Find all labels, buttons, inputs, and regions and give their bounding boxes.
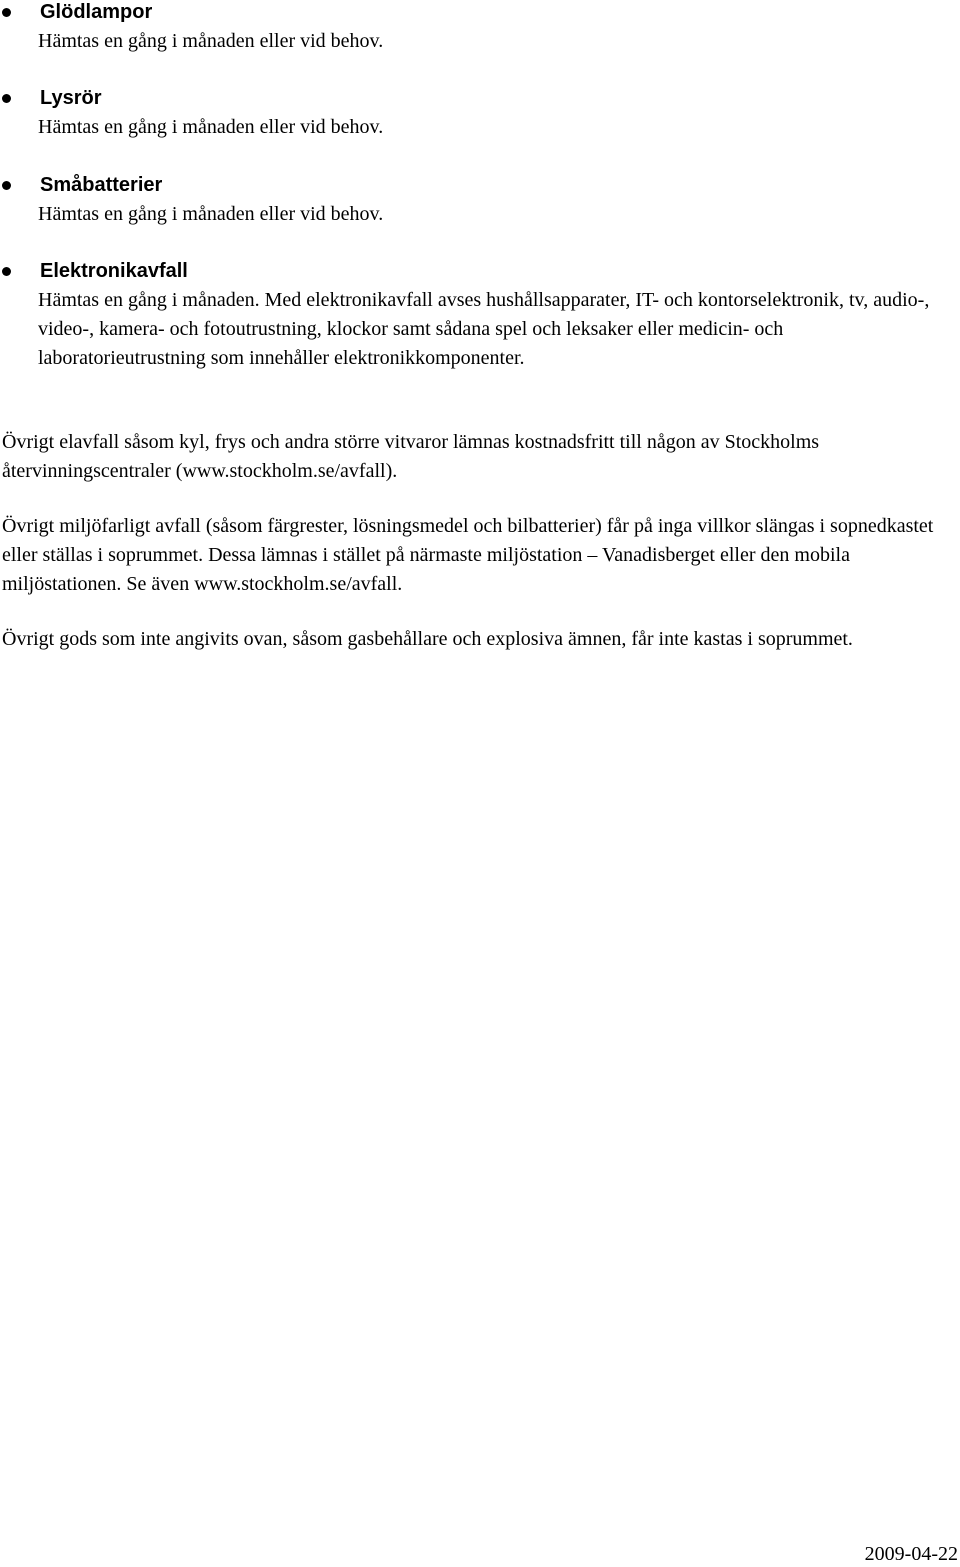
list-item-text: Hämtas en gång i månaden eller vid behov. [38, 203, 384, 225]
bullet-icon [2, 181, 11, 190]
list-item-title: Småbatterier [40, 174, 163, 196]
document-date: 2009-04-22 [864, 1543, 958, 1565]
bullet-icon [2, 8, 11, 17]
bullet-icon [2, 94, 11, 103]
paragraph-ovrigt-gods: Övrigt gods som inte angivits ovan, såsom gasbehållare och explosiva ämnen, får inte kastas i soprummet. [2, 628, 853, 650]
list-item-text: Hämtas en gång i månaden. Med elektronikavfall avses hushållsapparater, IT- och kontorselektronik, tv, audio-, video-, kamera- och fotoutrustning, klockor samt sådana spel och leksaker eller medicin- och laboratorieutrustning som innehåller elektronikkomponenter. [38, 289, 930, 369]
list-item-text: Hämtas en gång i månaden eller vid behov. [38, 116, 384, 138]
list-item-title: Lysrör [40, 87, 102, 109]
list-item-title: Glödlampor [40, 1, 153, 23]
list-item-text: Hämtas en gång i månaden eller vid behov. [38, 30, 384, 52]
paragraph-miljofarligt: Övrigt miljöfarligt avfall (såsom färgrester, lösningsmedel och bilbatterier) får på inga villkor slängas i sopnedkastet eller ställas i soprummet. Dessa lämnas i stället på närmaste miljöstation – Vanadisberget eller den mobila miljöstationen. Se även www.stockholm.se/avfall. [2, 515, 934, 595]
paragraph-elavfall: Övrigt elavfall såsom kyl, frys och andra större vitvaror lämnas kostnadsfritt till någon av Stockholms återvinningscentraler (www.stockholm.se/avfall). [2, 431, 820, 482]
list-item-title: Elektronikavfall [40, 260, 188, 282]
bullet-icon [2, 267, 11, 276]
